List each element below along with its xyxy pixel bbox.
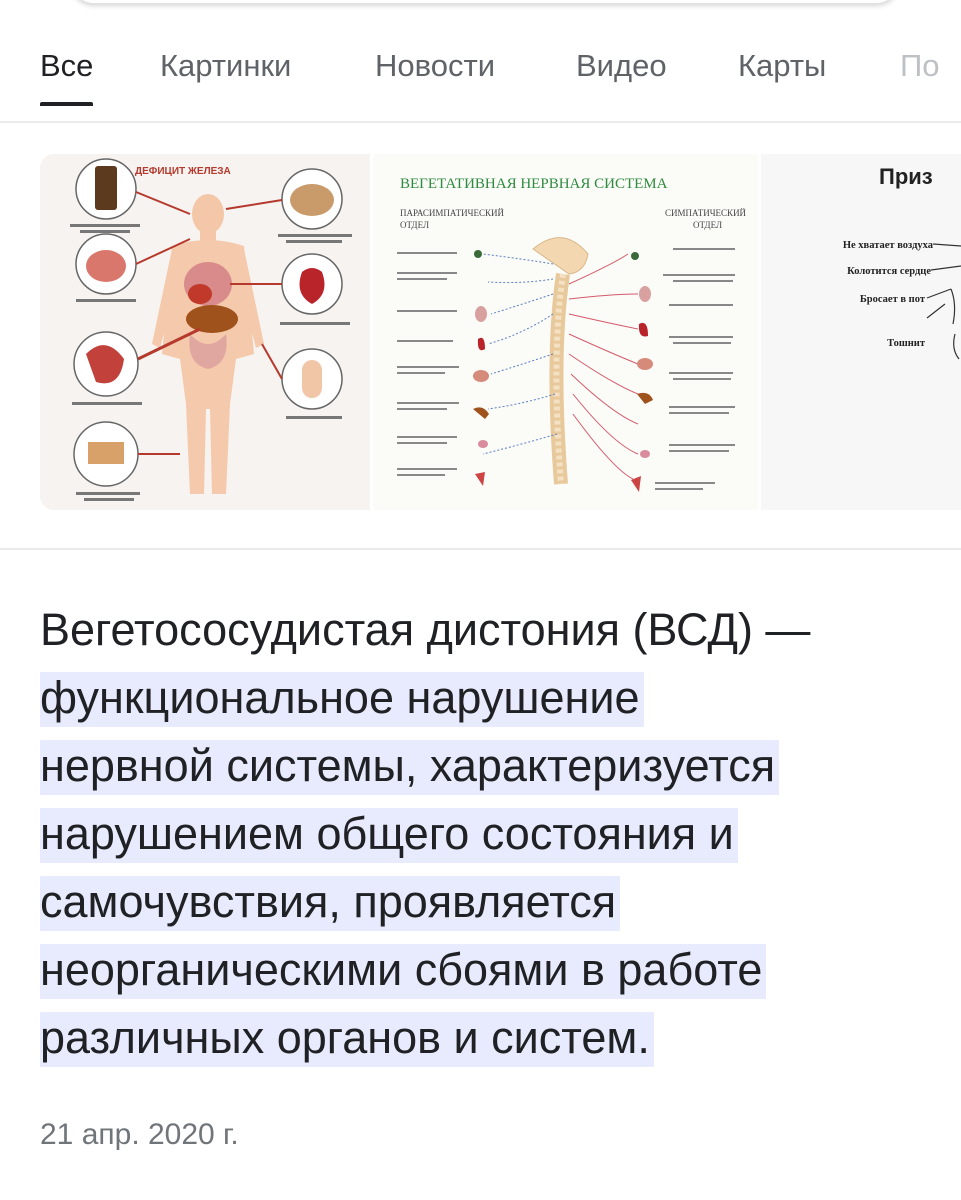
tab-label: Новости bbox=[375, 48, 496, 83]
card2-right-header: СИМПАТИЧЕСКИЙ bbox=[665, 208, 747, 218]
symptom-label: Не хватает воздуха bbox=[842, 240, 933, 251]
snippet-line bbox=[40, 732, 920, 800]
organ-circle bbox=[282, 254, 342, 314]
image-results-strip bbox=[40, 154, 961, 510]
snippet-date: 21 апр. 2020 г. bbox=[40, 1118, 239, 1151]
image-result-iron-deficiency[interactable] bbox=[40, 154, 370, 510]
snippet-line bbox=[40, 1004, 920, 1072]
snippet-line bbox=[40, 936, 920, 1004]
tab-video[interactable] bbox=[576, 36, 667, 106]
card1-title: ДЕФИЦИТ ЖЕЛЕЗА bbox=[135, 166, 231, 177]
card3-title: Приз bbox=[879, 164, 933, 189]
tab-all[interactable] bbox=[40, 36, 93, 106]
tab-news[interactable] bbox=[375, 36, 495, 106]
card2-title: ВЕГЕТАТИВНАЯ НЕРВНАЯ СИСТЕМА bbox=[400, 176, 668, 192]
snippet-highlight: неорганическими сбоями в работе bbox=[40, 944, 766, 999]
card2-right-header-sub: ОТДЕЛ bbox=[693, 220, 723, 230]
tab-label: Все bbox=[40, 48, 94, 83]
snippet-highlight: нарушением общего состояния и bbox=[40, 808, 738, 863]
tab-label: По bbox=[900, 48, 940, 83]
tab-images[interactable] bbox=[160, 36, 291, 106]
organ-circle bbox=[76, 159, 136, 219]
section-divider bbox=[0, 548, 961, 550]
iron-deficiency-illustration bbox=[40, 154, 370, 510]
active-tab-indicator bbox=[40, 102, 93, 106]
image-result-nervous-system[interactable] bbox=[373, 154, 758, 510]
tab-maps[interactable] bbox=[738, 36, 826, 106]
tabs-divider bbox=[0, 121, 961, 123]
organ-circle bbox=[282, 169, 342, 229]
snippet-highlight: различных органов и систем. bbox=[40, 1012, 654, 1067]
symptom-label: Тошнит bbox=[887, 338, 925, 349]
symptoms-illustration bbox=[761, 154, 961, 510]
tab-label: Видео bbox=[576, 48, 667, 83]
card2-left-header: ПАРАСИМПАТИЧЕСКИЙ bbox=[400, 208, 504, 218]
search-tabs bbox=[0, 36, 961, 106]
snippet-line bbox=[40, 596, 920, 664]
featured-snippet bbox=[40, 596, 920, 1072]
organ-circle bbox=[282, 349, 342, 409]
snippet-highlight: самочувствия, проявляется bbox=[40, 876, 620, 931]
snippet-highlight: функциональное нарушение bbox=[40, 672, 644, 727]
image-result-symptoms[interactable] bbox=[761, 154, 961, 510]
snippet-line bbox=[40, 868, 920, 936]
snippet-text: Вегетососудистая дистония (ВСД) — bbox=[40, 604, 811, 655]
snippet-line bbox=[40, 664, 920, 732]
tab-label: Картинки bbox=[160, 48, 292, 83]
symptom-label: Бросает в пот bbox=[859, 294, 925, 305]
tab-label: Карты bbox=[738, 48, 827, 83]
snippet-line bbox=[40, 800, 920, 868]
symptom-label: Колотится сердце bbox=[847, 266, 931, 277]
organ-circle bbox=[76, 234, 136, 294]
nervous-system-illustration bbox=[373, 154, 758, 510]
organ-circle bbox=[74, 332, 138, 396]
search-box[interactable] bbox=[70, 0, 900, 4]
snippet-highlight: нервной системы, характеризуется bbox=[40, 740, 779, 795]
organ-circle bbox=[74, 422, 138, 486]
card2-left-header-sub: ОТДЕЛ bbox=[400, 220, 430, 230]
tab-more[interactable] bbox=[900, 36, 940, 106]
